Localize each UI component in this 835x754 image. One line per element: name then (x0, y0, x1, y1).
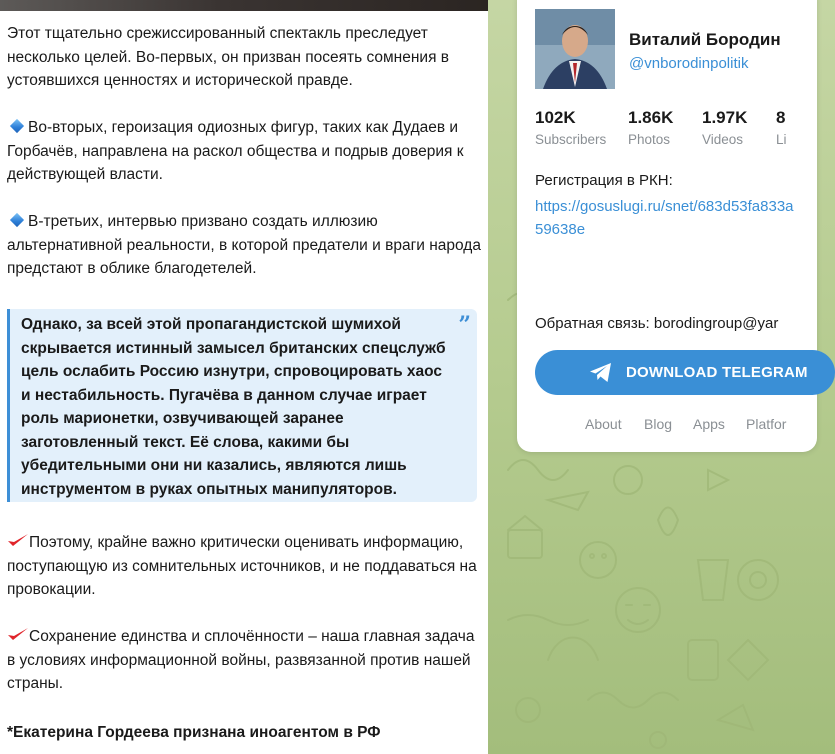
footer-link-apps[interactable]: Apps (693, 416, 725, 432)
registration-label: Регистрация в РКН: (535, 172, 673, 189)
post-paragraph: Поэтому, крайне важно критически оценивать информацию, поступающую из сомнительных источников, и не поддаваться на провокации. (7, 534, 477, 598)
stat-label: Li (776, 132, 787, 147)
post-paragraph: В-третьих, интервью призвано создать иллюзию альтернативной реальности, в которой предатели и враги народа предстают в облике благодетелей. (7, 213, 481, 277)
channel-name: Виталий Бородин (629, 30, 781, 49)
stat-value: 8 (776, 108, 786, 127)
channel-username-link[interactable]: @vnborodinpolitik (629, 55, 749, 72)
avatar-image (535, 9, 615, 89)
footer-link-platforms[interactable]: Platfor (746, 416, 787, 432)
stat-value: 1.97K (702, 108, 748, 127)
red-check-icon (7, 533, 29, 548)
stat-subscribers (535, 108, 606, 147)
post-paragraph: Этот тщательно срежиссированный спектакль преследует несколько целей. Во-первых, он призван посеять сомнения в устоявшихся ценностях и исторической правде. (7, 25, 450, 89)
stat-videos[interactable] (702, 108, 747, 147)
feedback-text: Обратная связь: borodingroup@yar (535, 315, 779, 332)
telegram-plane-icon (589, 362, 613, 383)
post-paragraph: Сохранение единства и сплочённости – наша главная задача в условиях информационной войны, развязанной против нашей страны. (7, 628, 475, 692)
blue-diamond-icon (10, 119, 24, 133)
post-footnote: *Екатерина Гордеева признана иноагентом в РФ (7, 724, 381, 741)
stat-label: Videos (702, 132, 744, 147)
red-check-icon (7, 627, 29, 642)
post-image-strip[interactable] (0, 0, 488, 11)
quote-text: Однако, за всей этой пропагандистской шумихой скрывается истинный замысел британских спецслужб цель ослабить Россию изнутри, спровоцировать хаос и нестабильность. Пугачёва в данном случае играет роль марионетки, озвучивающей заранее заготовленный текст. Её слова, какими бы убедительными они ни казались, являются лишь инструментом в руках опытных манипуляторов. (21, 316, 446, 498)
stat-photos[interactable] (628, 108, 673, 147)
stat-value: 1.86K (628, 108, 674, 127)
stat-links[interactable] (776, 108, 787, 147)
blue-diamond-icon (10, 213, 24, 227)
quote-mark-icon: ” (458, 312, 471, 338)
blockquote (7, 309, 477, 502)
stat-label: Photos (628, 132, 671, 147)
channel-avatar[interactable] (535, 9, 615, 89)
download-telegram-button[interactable] (535, 350, 835, 395)
stat-value: 102K (535, 108, 576, 127)
post-paragraph: Во-вторых, героизация одиозных фигур, таких как Дудаев и Горбачёв, направлена на раскол общества и подрыв доверия к действующей власти. (7, 119, 464, 183)
channel-info-card (517, 0, 817, 452)
registration-link[interactable]: https://gosuslugi.ru/snet/683d53fa833a59638e (535, 198, 794, 238)
footer-link-about[interactable]: About (585, 416, 622, 432)
stat-label: Subscribers (535, 132, 607, 147)
download-label: DOWNLOAD TELEGRAM (626, 364, 808, 381)
footer-link-blog[interactable]: Blog (644, 416, 673, 432)
